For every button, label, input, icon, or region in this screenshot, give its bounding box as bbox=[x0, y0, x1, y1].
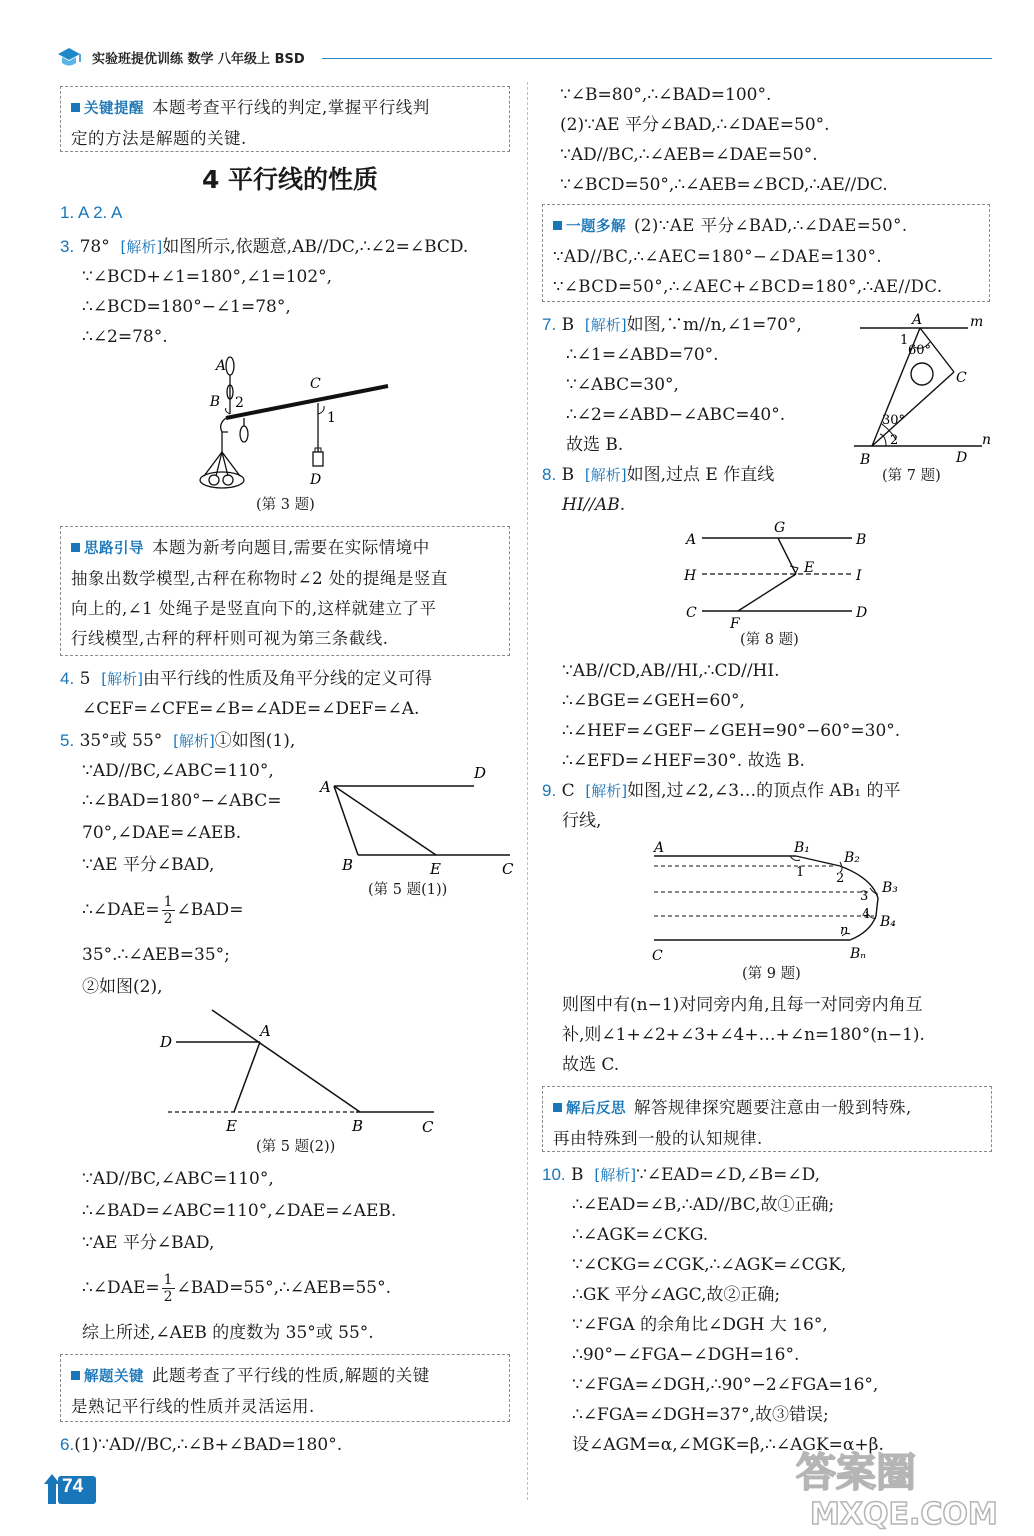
thinking-guide-box bbox=[60, 526, 510, 656]
f8-label-H: H bbox=[684, 568, 697, 584]
figure-5-2-caption: (第 5 题(2)) bbox=[256, 1139, 336, 1155]
q8-line-5: ∴∠HEF=∠GEF−∠GEH=90°−60°=30°. bbox=[562, 721, 901, 741]
f7-label-30: 30° bbox=[882, 413, 906, 428]
f9-label-A: A bbox=[654, 840, 665, 856]
figure-7 bbox=[850, 308, 998, 468]
q5-line-11: ∵AE 平分∠BAD, bbox=[82, 1233, 215, 1253]
reflection-box bbox=[542, 1086, 992, 1152]
book-logo-icon bbox=[56, 44, 82, 70]
q10-line-6: ∵∠FGA 的余角比∠DGH 大 16°, bbox=[572, 1315, 828, 1335]
thinking-text-4: 行线模型,古秤的秤杆则可视为第三条截线. bbox=[71, 629, 389, 648]
multi-solution-text-1: (2)∵AE 平分∠BAD,∴∠DAE=50°. bbox=[634, 216, 908, 235]
f9-label-4: 4 bbox=[862, 907, 871, 922]
figure-8 bbox=[680, 516, 880, 632]
q10-line-5: ∴GK 平分∠AGC,故②正确; bbox=[572, 1285, 781, 1305]
f8-label-F: F bbox=[730, 616, 740, 632]
q4-line-1: 4. 5 [解析]由平行线的性质及角平分线的定义可得 bbox=[60, 669, 432, 689]
f7-label-2: 2 bbox=[890, 433, 899, 448]
f5b-label-E: E bbox=[226, 1117, 237, 1135]
q6-line-5: ∵∠BCD=50°,∴∠AEB=∠BCD,∴AE//DC. bbox=[560, 175, 888, 195]
f5b-label-B: B bbox=[352, 1117, 364, 1135]
q10-line-10: 设∠AGM=α,∠MGK=β,∴∠AGK=α+β. bbox=[572, 1435, 884, 1455]
thinking-tag: 思路引导 bbox=[71, 534, 144, 564]
f8-label-A: A bbox=[686, 532, 697, 548]
q6-line-1: 6.(1)∵AD//BC,∴∠B+∠BAD=180°. bbox=[60, 1435, 343, 1455]
q3-line-2: ∵∠BCD+∠1=180°,∠1=102°, bbox=[82, 267, 333, 287]
multi-solution-text-3: ∵∠BCD=50°,∴∠AEC+∠BCD=180°,∴AE//DC. bbox=[553, 277, 943, 296]
q10-line-4: ∵∠CKG=∠CGK,∴∠AGK=∠CGK, bbox=[572, 1255, 847, 1275]
key-hint-box bbox=[60, 86, 510, 152]
q5-line-2: ∵AD//BC,∠ABC=110°, bbox=[82, 761, 274, 781]
q3-line-3: ∴∠BCD=180°−∠1=78°, bbox=[82, 297, 291, 317]
f5a-label-B: B bbox=[342, 856, 354, 874]
q7-line-4: ∴∠2=∠ABD−∠ABC=40°. bbox=[566, 405, 786, 425]
f8-label-C: C bbox=[686, 605, 697, 621]
f9-label-B4: B₄ bbox=[880, 914, 896, 930]
page-number-badge bbox=[42, 1472, 98, 1506]
multi-solution-tag: 一题多解 bbox=[553, 212, 626, 242]
solve-key-text-2: 是熟记平行线的性质并灵活运用. bbox=[71, 1397, 315, 1416]
q10-line-9: ∴∠FGA=∠DGH=37°,故③错误; bbox=[572, 1405, 829, 1425]
f8-label-D: D bbox=[856, 605, 868, 621]
q10-line-2: ∴∠EAD=∠B,∴AD//BC,故①正确; bbox=[572, 1195, 835, 1215]
q9-line-3: 则图中有(n−1)对同旁内角,且每一对同旁内角互 bbox=[562, 995, 923, 1015]
f5b-label-A: A bbox=[260, 1022, 271, 1040]
q6-line-3: (2)∵AE 平分∠BAD,∴∠DAE=50°. bbox=[560, 115, 830, 135]
figure-5-1 bbox=[312, 758, 524, 882]
f9-label-2: 2 bbox=[836, 871, 845, 886]
multi-solution-text-2: ∵AD//BC,∴∠AEC=180°−∠DAE=130°. bbox=[553, 247, 883, 266]
q8-line-4: ∴∠BGE=∠GEH=60°, bbox=[562, 691, 745, 711]
f8-label-G: G bbox=[774, 520, 786, 536]
q10-line-3: ∴∠AGK=∠CKG. bbox=[572, 1225, 709, 1245]
q6-line-4: ∵AD//BC,∴∠AEB=∠DAE=50°. bbox=[560, 145, 818, 165]
answer-1-2: 1. A 2. A bbox=[60, 203, 123, 222]
q8-line-6: ∴∠EFD=∠HEF=30°. 故选 B. bbox=[562, 751, 805, 771]
q5-line-4: 70°,∠DAE=∠AEB. bbox=[82, 823, 242, 843]
q7-line-3: ∵∠ABC=30°, bbox=[566, 375, 679, 395]
q5-line-10: ∴∠BAD=∠ABC=110°,∠DAE=∠AEB. bbox=[82, 1201, 397, 1221]
q4-line-2: ∠CEF=∠CFE=∠B=∠ADE=∠DEF=∠A. bbox=[82, 699, 420, 719]
f7-label-n: n bbox=[982, 432, 992, 448]
f3-label-D: D bbox=[310, 472, 322, 488]
q5-line-12: ∴∠DAE= $\frac{1}{2}$ ∠BAD=55°,∴∠AEB=55°. bbox=[82, 1272, 391, 1305]
q10-line-1: 10. B [解析]∵∠EAD=∠D,∠B=∠D, bbox=[542, 1165, 821, 1185]
figure-7-caption: (第 7 题) bbox=[882, 468, 941, 484]
svg-text:答案圈: 答案圈 bbox=[796, 1450, 916, 1496]
q9-line-4: 补,则∠1+∠2+∠3+∠4+…+∠n=180°(n−1). bbox=[562, 1025, 925, 1045]
page-header bbox=[56, 40, 992, 76]
q10-line-7: ∴90°−∠FGA−∠DGH=16°. bbox=[572, 1345, 800, 1365]
thinking-text-1: 本题为新考向题目,需要在实际情境中 bbox=[152, 538, 430, 557]
q5-line-8: ②如图(2), bbox=[82, 977, 163, 997]
reflection-tag: 解后反思 bbox=[553, 1094, 626, 1124]
f9-label-B1: B₁ bbox=[794, 840, 810, 856]
key-hint-tag: 关键提醒 bbox=[71, 94, 144, 124]
q8-line-2: HI//AB. bbox=[562, 495, 626, 515]
q8-line-1: 8. B [解析]如图,过点 E 作直线 bbox=[542, 465, 775, 485]
solve-key-tag: 解题关键 bbox=[71, 1362, 144, 1392]
f5a-label-C: C bbox=[502, 860, 514, 878]
q10-line-8: ∵∠FGA=∠DGH,∴90°−2∠FGA=16°, bbox=[572, 1375, 879, 1395]
figure-3-steelyard bbox=[196, 356, 396, 496]
q6-line-2: ∵∠B=80°,∴∠BAD=100°. bbox=[560, 85, 772, 105]
solve-key-box bbox=[60, 1354, 510, 1422]
q5-line-6: ∴∠DAE= $\frac{1}{2}$ ∠BAD= bbox=[82, 894, 244, 927]
f5a-label-D: D bbox=[474, 764, 487, 782]
f9-label-C: C bbox=[652, 948, 663, 964]
f9-label-n: n bbox=[840, 923, 849, 938]
f7-label-A: A bbox=[912, 312, 923, 328]
watermark-logo bbox=[788, 1440, 1018, 1530]
f3-label-B: B bbox=[209, 394, 220, 410]
svg-text:MXQE.COM: MXQE.COM bbox=[810, 1497, 998, 1530]
f7-label-60: 60° bbox=[908, 343, 932, 358]
book-title: 实验班提优训练 数学 八年级上 BSD bbox=[92, 52, 305, 67]
reflection-text-1: 解答规律探究题要注意由一般到特殊, bbox=[634, 1098, 912, 1117]
q5-line-1: 5. 35°或 55° [解析]①如图(1), bbox=[60, 731, 296, 751]
f9-label-B3: B₃ bbox=[882, 880, 898, 896]
q5-line-13: 综上所述,∠AEB 的度数为 35°或 55°. bbox=[82, 1323, 374, 1343]
thinking-text-3: 向上的,∠1 处绳子是竖直向下的,这样就建立了平 bbox=[71, 599, 437, 618]
figure-8-caption: (第 8 题) bbox=[740, 632, 799, 648]
f7-label-B: B bbox=[860, 452, 871, 468]
f7-label-m: m bbox=[970, 314, 984, 330]
header-rule bbox=[322, 58, 992, 59]
solve-key-text-1: 此题考查了平行线的性质,解题的关键 bbox=[152, 1366, 430, 1385]
q7-line-1: 7. B [解析]如图,∵m//n,∠1=70°, bbox=[542, 315, 802, 335]
f7-label-1: 1 bbox=[900, 333, 909, 348]
figure-9-caption: (第 9 题) bbox=[742, 966, 801, 982]
f3-label-A: A bbox=[215, 358, 226, 374]
f9-label-Bn: Bₙ bbox=[850, 946, 866, 962]
q5-line-7: 35°.∴∠AEB=35°; bbox=[82, 945, 230, 965]
figure-3-caption: (第 3 题) bbox=[256, 497, 315, 513]
q7-line-5: 故选 B. bbox=[566, 435, 624, 455]
f7-label-D: D bbox=[956, 450, 968, 466]
f9-label-B2: B₂ bbox=[844, 850, 860, 866]
f7-label-C: C bbox=[956, 370, 967, 386]
page-number: 74 bbox=[62, 1476, 84, 1497]
figure-5-2 bbox=[156, 1004, 446, 1136]
q9-line-1: 9. C [解析]如图,过∠2,∠3…的顶点作 AB₁ 的平 bbox=[542, 781, 901, 801]
reflection-text-2: 再由特殊到一般的认知规律. bbox=[553, 1129, 763, 1148]
f8-label-I: I bbox=[856, 568, 862, 584]
q3-line-4: ∴∠2=78°. bbox=[82, 327, 168, 347]
q5-line-5: ∵AE 平分∠BAD, bbox=[82, 855, 215, 875]
key-hint-text-1: 本题考查平行线的判定,掌握平行线判 bbox=[152, 98, 430, 117]
f8-label-B: B bbox=[856, 532, 867, 548]
f8-label-E: E bbox=[804, 560, 815, 576]
figure-9 bbox=[644, 836, 914, 964]
f5a-label-A: A bbox=[320, 778, 331, 796]
key-hint-text-2: 定的方法是解题的关键. bbox=[71, 129, 247, 148]
f3-label-C: C bbox=[310, 376, 321, 392]
q9-line-5: 故选 C. bbox=[562, 1055, 620, 1075]
figure-5-1-caption: (第 5 题(1)) bbox=[368, 882, 448, 898]
f9-label-3: 3 bbox=[860, 889, 869, 904]
f5b-label-D: D bbox=[160, 1033, 173, 1051]
column-divider bbox=[527, 82, 528, 1500]
q9-line-2: 行线, bbox=[562, 811, 602, 831]
f3-label-2: 2 bbox=[235, 395, 244, 411]
f3-label-1: 1 bbox=[327, 410, 336, 426]
q7-line-2: ∴∠1=∠ABD=70°. bbox=[566, 345, 719, 365]
thinking-text-2: 抽象出数学模型,古秤在称物时∠2 处的提绳是竖直 bbox=[71, 569, 448, 588]
section-title: 4 平行线的性质 bbox=[201, 165, 379, 194]
q5-line-3: ∴∠BAD=180°−∠ABC= bbox=[82, 791, 282, 811]
f9-label-1: 1 bbox=[796, 865, 805, 880]
f5a-label-E: E bbox=[430, 860, 441, 878]
q3-line-1: 3. 78° [解析]如图所示,依题意,AB//DC,∴∠2=∠BCD. bbox=[60, 237, 469, 257]
q5-line-9: ∵AD//BC,∠ABC=110°, bbox=[82, 1169, 274, 1189]
f5b-label-C: C bbox=[422, 1118, 434, 1136]
multi-solution-box bbox=[542, 204, 990, 302]
q8-line-3: ∵AB//CD,AB//HI,∴CD//HI. bbox=[562, 661, 780, 681]
